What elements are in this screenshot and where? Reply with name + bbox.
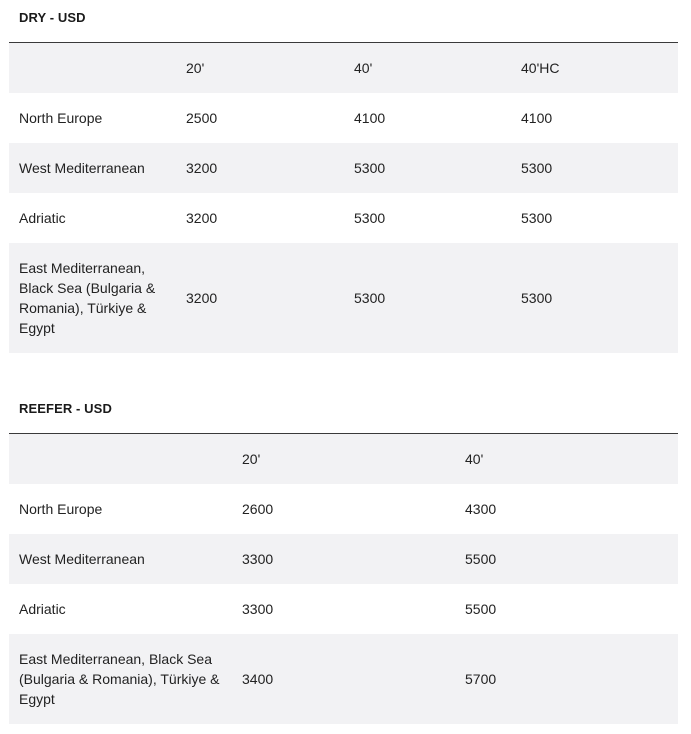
header-cell-40ft: 40' [455, 434, 678, 485]
rate-cell-40ft: 5300 [354, 210, 386, 226]
dry-section-title: DRY - USD [19, 10, 86, 25]
rate-cell-40hc: 5300 [521, 210, 553, 226]
header-cell-20ft: 20' [232, 434, 455, 485]
rate-cell-20ft: 3200 [186, 210, 218, 226]
region-cell: West Mediterranean [9, 143, 176, 193]
rate-cell-40ft: 4300 [465, 501, 497, 517]
rate-cell-20ft: 3300 [232, 534, 455, 584]
table-row [9, 634, 678, 724]
rate-cell-20ft: 3300 [242, 601, 274, 617]
rate-cell-40hc: 5300 [511, 143, 678, 193]
region-cell: North Europe [19, 110, 103, 126]
table-header-row [9, 43, 678, 94]
rate-cell-40hc: 4100 [521, 110, 553, 126]
table-row [9, 143, 678, 193]
rate-cell-20ft: 3200 [176, 143, 344, 193]
rate-cell-20ft: 3200 [176, 243, 344, 353]
region-cell: North Europe [19, 501, 103, 517]
table-row [9, 243, 678, 353]
rate-cell-40ft: 4100 [354, 110, 386, 126]
rate-cell-40ft: 5700 [455, 634, 678, 724]
rate-cell-40hc: 5300 [511, 243, 678, 353]
reefer-section-title: REEFER - USD [19, 401, 112, 416]
table-row [9, 584, 678, 634]
table-row [9, 193, 678, 243]
table-row [9, 534, 678, 584]
dry-rates-table [9, 42, 678, 353]
table-row [9, 93, 678, 143]
rate-cell-20ft: 3400 [232, 634, 455, 724]
rate-cell-20ft: 2500 [186, 110, 218, 126]
header-cell-region [9, 43, 176, 94]
header-cell-40hc: 40'HC [511, 43, 678, 94]
header-cell-20ft: 20' [176, 43, 344, 94]
table-row [9, 484, 678, 534]
header-cell-40ft: 40' [344, 43, 511, 94]
rate-cell-40ft: 5300 [344, 243, 511, 353]
region-cell: East Mediterranean, Black Sea (Bulgaria & Romania), Türkiye & Egypt [9, 243, 176, 353]
region-cell: Adriatic [19, 210, 66, 226]
region-cell: West Mediterranean [9, 534, 232, 584]
rate-cell-20ft: 2600 [242, 501, 274, 517]
table-header-row [9, 434, 678, 485]
region-cell: Adriatic [19, 601, 66, 617]
rate-cell-40ft: 5500 [455, 534, 678, 584]
region-cell: East Mediterranean, Black Sea (Bulgaria & Romania), Türkiye & Egypt [9, 634, 232, 724]
rate-cell-40ft: 5500 [465, 601, 497, 617]
reefer-rates-table [9, 433, 678, 724]
rate-cell-40ft: 5300 [344, 143, 511, 193]
header-cell-region [9, 434, 232, 485]
